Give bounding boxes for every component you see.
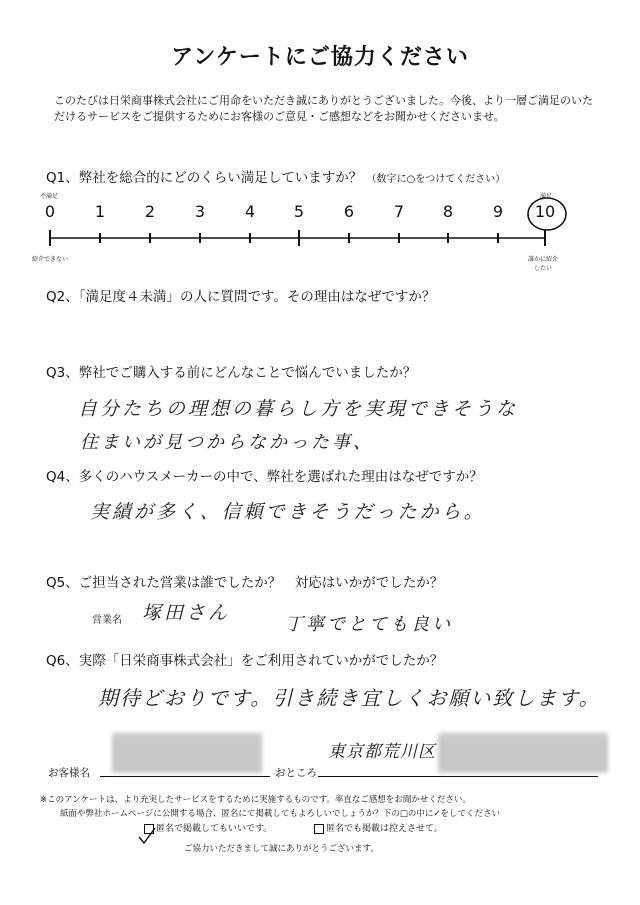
scale-5[interactable]: 5 — [293, 202, 305, 221]
q4-answer: 実績が多く、信頼できそうだったから。 — [90, 501, 486, 523]
q1-label-high-bottom: 誰かに紹介したい — [528, 256, 559, 272]
anonymous-no-checkbox[interactable] — [314, 824, 324, 834]
scale-10[interactable]: 10 — [534, 202, 556, 221]
q1-label-low: 不満足 — [40, 193, 59, 200]
selected-circle — [528, 198, 566, 230]
checkmark-icon — [136, 826, 158, 846]
page-title: アンケートにご協力ください — [171, 45, 469, 70]
q2-text: Q2、「満足度４未満」の人に質問です。その理由はなぜですか？ — [46, 289, 436, 305]
address-redaction — [438, 733, 608, 773]
customer-name-redaction — [112, 733, 262, 773]
footer-thanks: ご協力いただきまして誠にありがとうございます。 — [184, 844, 379, 854]
sales-name: 塚田さん — [142, 602, 231, 624]
q5-answer: 丁寧でとても良い — [285, 614, 453, 635]
customer-name-line — [100, 776, 270, 777]
footer-line2: 紙面や弊社ホームページに公開する場合、匿名にて掲載してもよろしいでしょうか？下の□の中に✓をしてください — [60, 809, 500, 819]
q4-text: Q4、多くのハウスメーカーの中で、弊社を選ばれた理由はなぜですか？ — [46, 469, 483, 485]
sales-label: 営業名 — [92, 615, 122, 626]
scale-3[interactable]: 3 — [194, 202, 206, 221]
footer-option1[interactable] — [144, 821, 272, 834]
q6-answer: 期待どおりです。引き続き宜しくお願い致します。 — [98, 686, 601, 710]
scale-0[interactable]: 0 — [44, 202, 56, 221]
q3-answer-line1: 自分たちの理想の暮らし方を実現できそうな — [78, 398, 519, 420]
q6-text: Q6、実際「日栄商事株式会社」をご利用されていかがでしたか？ — [46, 653, 444, 669]
satisfaction-scale — [0, 0, 640, 280]
scale-2[interactable]: 2 — [144, 202, 156, 221]
scale-4[interactable]: 4 — [244, 202, 256, 221]
option2-label: 匿名でも掲載は控えさせて。 — [326, 824, 443, 834]
q1-text: Q1、弊社を総合的にどのくらい満足していますか？ — [46, 170, 363, 186]
intro-text: このたびは日栄商事株式会社にご用命をいただき誠にありがとうございました。今後、より一層ご満足のいただけるサービスをご提供するためにお客様のご意見・ご感想などをお聞かせくださいませ。 — [54, 94, 593, 123]
address-line — [318, 776, 598, 777]
q1-label-low-bottom: 紹介できない — [32, 256, 69, 263]
scale-6[interactable]: 6 — [343, 202, 355, 221]
footer-option2[interactable] — [314, 821, 443, 834]
q5-text: Q5、ご担当された営業は誰でしたか？ 対応はいかがでしたか？ — [46, 575, 444, 591]
address-value: 東京都荒川区 — [328, 742, 436, 762]
customer-name-label: お客様名 — [48, 767, 90, 779]
scale-8[interactable]: 8 — [442, 202, 454, 221]
option1-label: 匿名で掲載してもいいです。 — [156, 824, 273, 834]
scale-9[interactable]: 9 — [492, 202, 504, 221]
q1-label-high: 満足 — [540, 193, 553, 200]
scale-7[interactable]: 7 — [393, 202, 405, 221]
scale-1[interactable]: 1 — [94, 202, 106, 221]
q1-note: （数字に○をつけてください） — [366, 174, 506, 185]
scale-line — [0, 0, 640, 280]
q3-text: Q3、弊社でご購入する前にどんなことで悩んでいましたか？ — [46, 365, 417, 381]
address-label: おところ — [275, 767, 317, 779]
footer-line1: ※このアンケートは、より充実したサービスをするために実施するものです。率直なご感想をお聞かせください。 — [40, 795, 471, 805]
q3-answer-line2: 住まいが見つからなかった事、 — [80, 432, 374, 453]
